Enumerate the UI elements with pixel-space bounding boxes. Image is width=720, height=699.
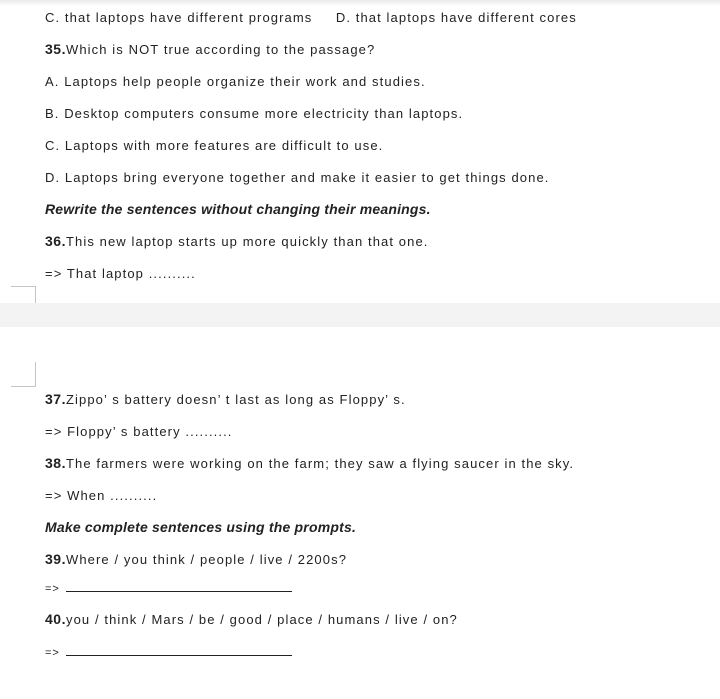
- q39-question: [45, 551, 347, 567]
- q34-options-row: [45, 10, 577, 25]
- q39-answer-blank[interactable]: [66, 583, 292, 592]
- q39-text: Where / you think / people / live / 2200s?: [65, 552, 348, 567]
- q39-answer-prefix: =>: [45, 583, 60, 595]
- q35-option-b: B. Desktop computers consume more electricity than laptops.: [45, 106, 464, 121]
- q36-answer: => That laptop ..........: [45, 266, 196, 281]
- q37-answer: => Floppy’ s battery ..........: [45, 424, 233, 439]
- q40-answer: [45, 644, 292, 659]
- q37-question: [45, 391, 406, 407]
- q34-option-d: D. that laptops have different cores: [335, 10, 577, 25]
- q38-question: [45, 455, 574, 471]
- q35-text: Which is NOT true according to the passage?: [65, 42, 376, 57]
- q37-number: 37.: [45, 391, 66, 407]
- q36-number: 36.: [45, 233, 66, 249]
- page-corner-mark: [11, 362, 36, 387]
- q40-text: you / think / Mars / be / good / place / humans / live / on?: [65, 612, 458, 627]
- q35-number: 35.: [45, 41, 66, 57]
- q39-answer: [45, 580, 292, 595]
- prompts-heading: Make complete sentences using the prompts.: [45, 519, 357, 535]
- q39-number: 39.: [45, 551, 66, 567]
- q40-answer-blank[interactable]: [66, 647, 292, 656]
- q40-number: 40.: [45, 611, 66, 627]
- q35-option-c: C. Laptops with more features are difficult to use.: [45, 138, 384, 153]
- rewrite-heading: Rewrite the sentences without changing their meanings.: [45, 201, 431, 217]
- q35-question: [45, 41, 375, 57]
- q34-option-c: C. that laptops have different programs: [45, 10, 313, 25]
- q35-option-d: D. Laptops bring everyone together and make it easier to get things done.: [45, 170, 550, 185]
- q40-answer-prefix: =>: [45, 647, 60, 659]
- q36-text: This new laptop starts up more quickly than that one.: [65, 234, 429, 249]
- q37-text: Zippo’ s battery doesn’ t last as long as Floppy’ s.: [65, 392, 406, 407]
- q38-number: 38.: [45, 455, 66, 471]
- q35-option-a: A. Laptops help people organize their work and studies.: [45, 74, 426, 89]
- q36-question: [45, 233, 429, 249]
- q40-question: [45, 611, 458, 627]
- page-break: [0, 303, 720, 327]
- q38-answer: => When ..........: [45, 488, 158, 503]
- page-top-shadow: [0, 0, 720, 6]
- q38-text: The farmers were working on the farm; they saw a flying saucer in the sky.: [65, 456, 575, 471]
